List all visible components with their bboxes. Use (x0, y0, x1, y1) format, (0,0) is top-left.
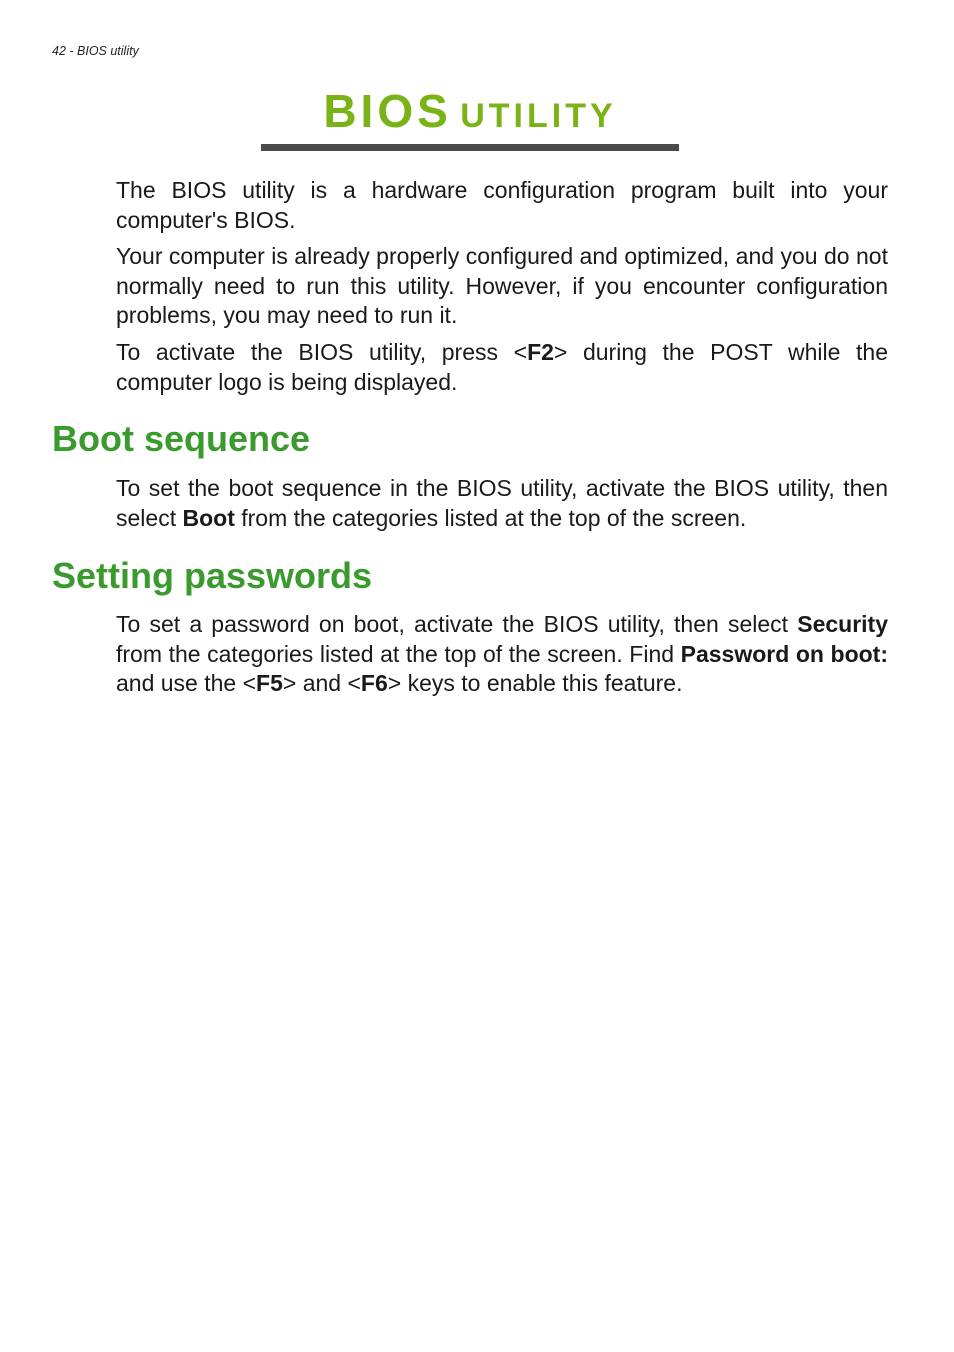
chapter-title-rule (261, 144, 679, 151)
key-f5: F5 (256, 670, 283, 697)
pw-t1: To set a password on boot, activate the BIOS utility, then select (116, 611, 798, 637)
intro-paragraph-1: The BIOS utility is a hardware configuration program built into your computer's BIOS. (116, 177, 888, 233)
pw-t5: > keys to enable this feature. (387, 670, 683, 697)
passwords-paragraph (116, 610, 888, 699)
chapter-title-rest: UTILITY (460, 97, 617, 135)
setting-passwords-heading: Setting passwords (52, 555, 373, 596)
boot-text-after: from the categories listed at the top of the screen. (234, 504, 747, 531)
chapter-title-main: BIOS (323, 85, 452, 137)
boot-sequence-heading: Boot sequence (52, 418, 311, 459)
running-header: 42 - BIOS utility (52, 44, 139, 58)
intro-paragraph-3 (116, 338, 888, 397)
intro-p3-before: To activate the BIOS utility, press < (116, 339, 528, 365)
pw-t3: and use the < (116, 670, 257, 697)
boot-sequence-paragraph (116, 474, 888, 533)
key-f2: F2 (527, 339, 554, 365)
pw-password-on-boot: Password on boot: (680, 640, 889, 667)
boot-bold: Boot (182, 504, 235, 531)
chapter-title (261, 84, 679, 138)
intro-paragraph-2: Your computer is already properly configured and optimized, and you do not normally need to run this utility. However, if you encounter configuration problems, you may need to run it. (116, 243, 888, 329)
pw-t2: from the categories listed at the top of the screen. Find (116, 640, 681, 667)
pw-t4: > and < (282, 670, 361, 697)
boot-text-before: To set the boot sequence in the BIOS utility, activate the BIOS utility, then select (116, 475, 888, 531)
pw-security: Security (797, 611, 888, 637)
intro-p3-after: > during the POST while the computer logo is being displayed. (116, 339, 889, 395)
key-f6: F6 (360, 670, 388, 697)
